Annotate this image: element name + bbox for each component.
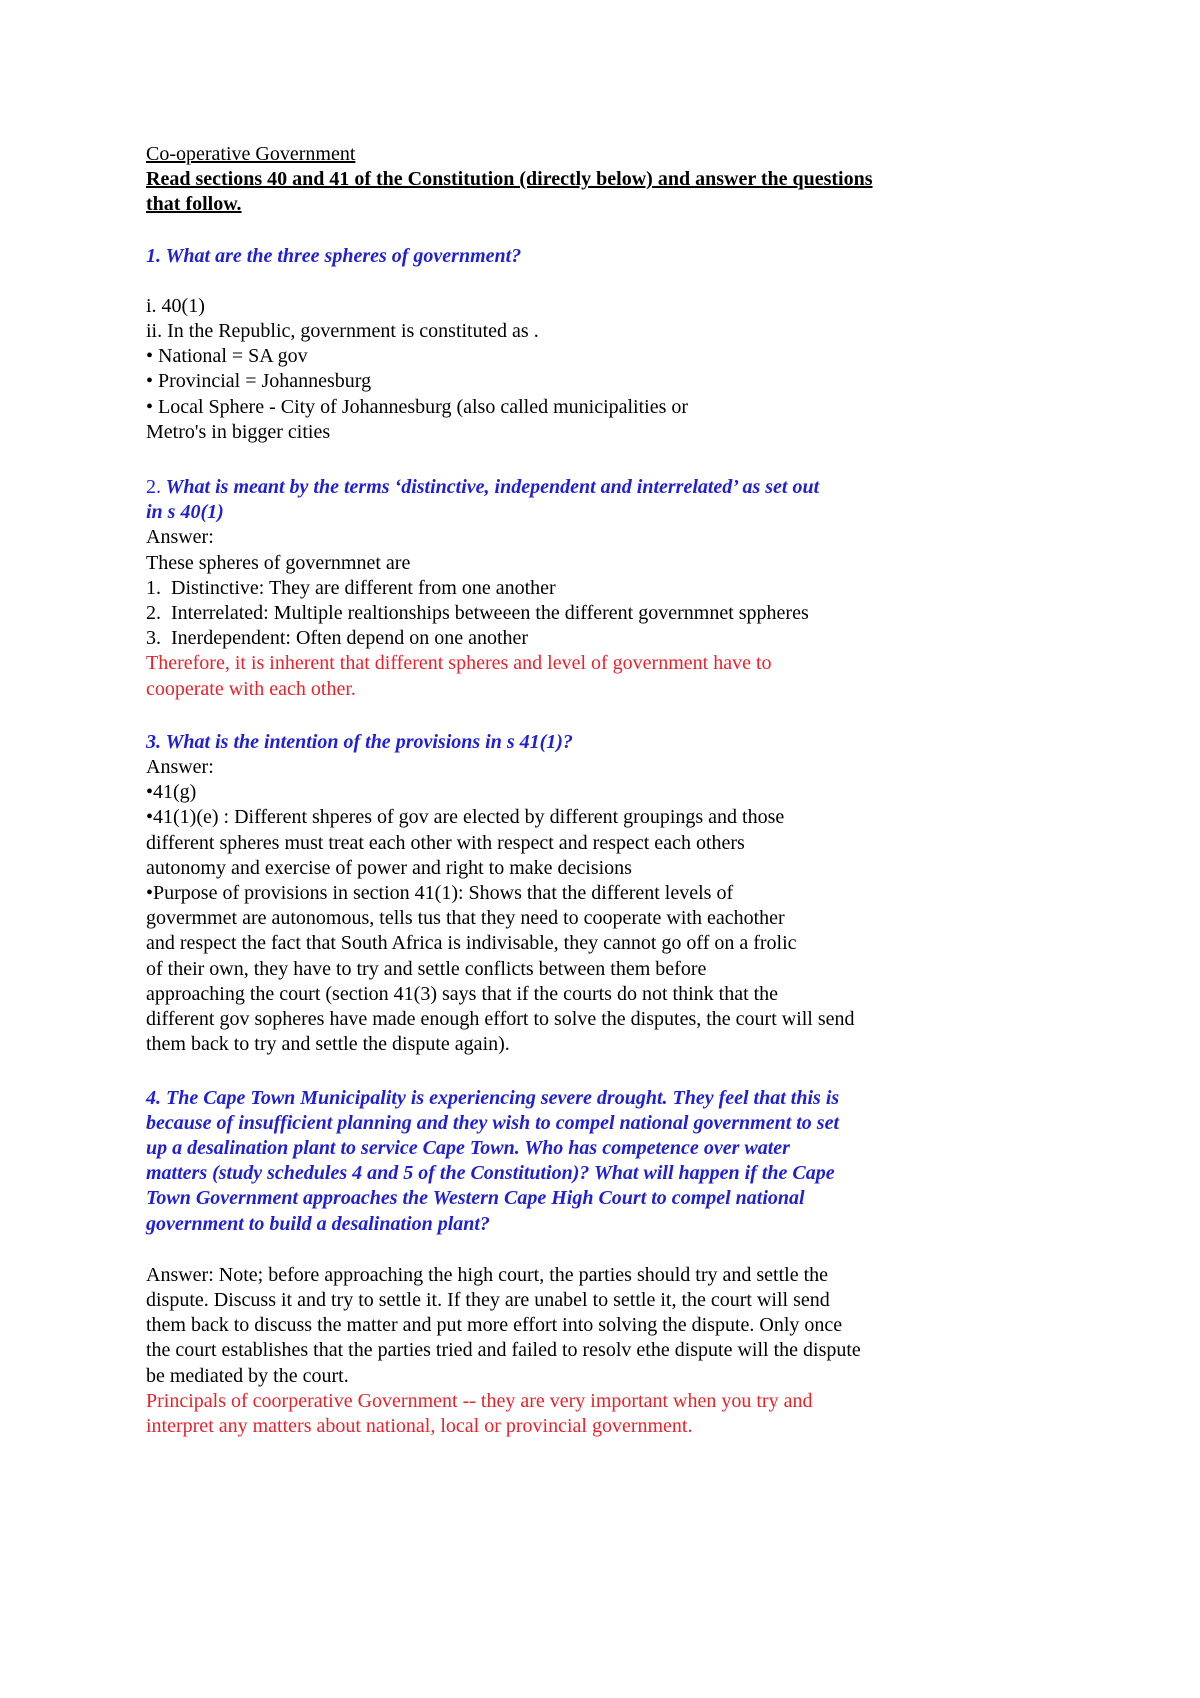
answer-line: be mediated by the court. [146, 1364, 349, 1387]
question-4-line: matters (study schedules 4 and 5 of the Constitution)? What will happen if the Cape [146, 1162, 835, 1185]
question-2-line-1 [146, 475, 1046, 500]
question-2-line-2: in s 40(1) [146, 501, 224, 524]
question-2-number: 2. [146, 476, 161, 499]
question-3: 3. What is the intention of the provisions in s 41(1)? [146, 730, 573, 753]
question-4 [146, 1086, 1046, 1237]
answer-line: and respect the fact that South Africa is indivisable, they cannot go off on a frolic [146, 932, 797, 955]
answer-line: the court establishes that the parties tried and failed to resolv ethe dispute will the dispute [146, 1339, 861, 1362]
answer-label: Answer: [146, 756, 214, 779]
answer-line: i. 40(1) [146, 294, 205, 317]
answer-line: of their own, they have to try and settle conflicts between them before [146, 957, 707, 980]
instruction-line-2: that follow. [146, 193, 242, 216]
question-4-line: 4. The Cape Town Municipality is experiencing severe drought. They feel that this is [146, 1086, 840, 1109]
question-2-text: What is meant by the terms ‘distinctive, independent and interrelated’ as set out [165, 476, 820, 499]
answer-line: them back to try and settle the dispute again). [146, 1033, 510, 1056]
document-title: Co-operative Government [146, 143, 356, 165]
red-note-line: Principals of coorperative Government -- they are very important when you try and [146, 1389, 813, 1412]
question-4-line: government to build a desalination plant? [146, 1212, 490, 1235]
numbered-item: 3. Inerdependent: Often depend on one another [146, 627, 529, 650]
answer-line: approaching the court (section 41(3) says that if the courts do not think that the [146, 982, 779, 1005]
answer-line: different gov sopheres have made enough effort to solve the disputes, the court will send [146, 1008, 855, 1031]
question-4-line: up a desalination plant to service Cape Town. Who has competence over water [146, 1136, 790, 1159]
answer-line: different spheres must treat each other with respect and respect each others [146, 831, 745, 854]
red-note-line: cooperate with each other. [146, 677, 356, 700]
bullet-item: •41(1)(e) : Different shperes of gov are elected by different groupings and those [146, 806, 785, 829]
numbered-item: 2. Interrelated: Multiple realtionships betweeen the different governmnet sppheres [146, 602, 809, 625]
document-page [146, 142, 1046, 1439]
bullet-item: • Provincial = Johannesburg [146, 370, 372, 393]
answer-label: Answer: [146, 526, 214, 549]
answer-3 [146, 755, 1046, 1057]
answer-1 [146, 294, 1046, 445]
numbered-item: 1. Distinctive: They are different from one another [146, 576, 556, 599]
red-note-line: Therefore, it is inherent that different spheres and level of government have to [146, 652, 772, 675]
question-4-line: because of insufficient planning and they wish to compel national government to set [146, 1111, 840, 1134]
answer-line: dispute. Discuss it and try to settle it. If they are unabel to settle it, the court will send [146, 1288, 830, 1311]
answer-4 [146, 1263, 1046, 1439]
answer-line: These spheres of governmnet are [146, 551, 411, 574]
bullet-item: •41(g) [146, 781, 197, 804]
bullet-item: •Purpose of provisions in section 41(1): Shows that the different levels of [146, 882, 734, 905]
answer-line: ii. In the Republic, government is constituted as . [146, 320, 539, 343]
answer-line: them back to discuss the matter and put more effort into solving the dispute. Only once [146, 1314, 843, 1337]
answer-line: Answer: Note; before approaching the high court, the parties should try and settle the [146, 1263, 829, 1286]
answer-line: Metro's in bigger cities [146, 420, 331, 443]
bullet-item: • Local Sphere - City of Johannesburg (also called municipalities or [146, 395, 689, 418]
question-4-line: Town Government approaches the Western Cape High Court to compel national [146, 1187, 805, 1210]
red-note-line: interpret any matters about national, local or provincial government. [146, 1414, 693, 1437]
instruction-line-1: Read sections 40 and 41 of the Constitution (directly below) and answer the questions [146, 168, 873, 191]
question-1: 1. What are the three spheres of government? [146, 244, 522, 267]
bullet-item: • National = SA gov [146, 345, 308, 368]
answer-line: govermmet are autonomous, tells tus that they need to cooperate with eachother [146, 907, 785, 930]
answer-2 [146, 525, 1046, 701]
answer-line: autonomy and exercise of power and right to make decisions [146, 856, 632, 879]
